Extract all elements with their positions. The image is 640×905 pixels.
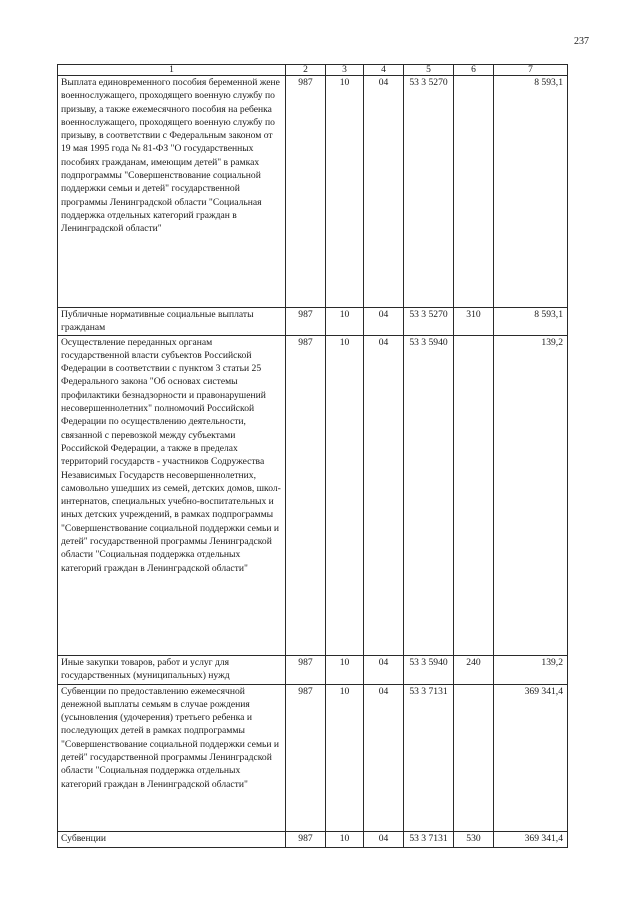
column-header: 6 [454,65,494,76]
cell-section: 10 [326,655,364,684]
table-row [58,335,568,655]
page-number: 237 [574,36,589,47]
cell-target-article: 53 3 7131 [404,684,454,831]
cell-expense-type: 310 [454,308,494,336]
cell-target-article: 53 3 5940 [404,655,454,684]
column-header: 7 [494,65,568,76]
cell-ministry-code: 987 [286,76,326,308]
table-header-row [58,65,568,76]
table-row [58,684,568,831]
row-description: Субвенции по предоставлению ежемесячной денежной выплаты семьям в случае рождения (усыновления (удочерения) третьего ребенка и последующих детей в рамках подпрограммы "Совершенствование социальной поддержки семьи и детей" государственной программы Ленинградской области "Социальная поддержка отдельных категорий граждан в Ленинградской области" [58,684,286,831]
budget-table [57,64,568,848]
cell-subsection: 04 [364,831,404,847]
cell-expense-type [454,335,494,655]
cell-ministry-code: 987 [286,684,326,831]
cell-ministry-code: 987 [286,335,326,655]
cell-amount: 139,2 [494,655,568,684]
cell-amount: 369 341,4 [494,684,568,831]
cell-ministry-code: 987 [286,308,326,336]
cell-target-article: 53 3 5270 [404,76,454,308]
cell-subsection: 04 [364,308,404,336]
table-row [58,76,568,308]
cell-expense-type: 530 [454,831,494,847]
cell-section: 10 [326,335,364,655]
cell-ministry-code: 987 [286,655,326,684]
table-row [58,308,568,336]
cell-expense-type [454,684,494,831]
column-header: 3 [326,65,364,76]
cell-subsection: 04 [364,76,404,308]
column-header: 4 [364,65,404,76]
cell-subsection: 04 [364,684,404,831]
cell-target-article: 53 3 5940 [404,335,454,655]
cell-section: 10 [326,831,364,847]
table-row [58,655,568,684]
cell-amount: 369 341,4 [494,831,568,847]
cell-subsection: 04 [364,655,404,684]
column-header: 2 [286,65,326,76]
row-description: Публичные нормативные социальные выплаты гражданам [58,308,286,336]
cell-subsection: 04 [364,335,404,655]
cell-amount: 8 593,1 [494,308,568,336]
cell-section: 10 [326,76,364,308]
cell-target-article: 53 3 5270 [404,308,454,336]
row-description: Иные закупки товаров, работ и услуг для государственных (муниципальных) нужд [58,655,286,684]
table-row [58,831,568,847]
row-description: Осуществление переданных органам государственной власти субъектов Российской Федерации в соответствии с пунктом 3 статьи 25 Федерального закона "Об основах системы профилактики безнадзорности и правонарушений несовершеннолетних" полномочий Российской Федерации по осуществлению деятельности, связанной с перевозкой между субъектами Российской Федерации, а также в пределах территорий государств - участников Содружества Независимых Государств несовершеннолетних, самовольно ушедших из семей, детских домов, школ-интернатов, специальных учебно-воспитательных и иных детских учреждений, в рамках подпрограммы "Совершенствование социальной поддержки семьи и детей" государственной программы Ленинградской области "Социальная поддержка отдельных категорий граждан в Ленинградской области" [58,335,286,655]
cell-target-article: 53 3 7131 [404,831,454,847]
cell-amount: 8 593,1 [494,76,568,308]
cell-amount: 139,2 [494,335,568,655]
cell-ministry-code: 987 [286,831,326,847]
column-header: 1 [58,65,286,76]
row-description: Субвенции [58,831,286,847]
row-description: Выплата единовременного пособия беременной жене военнослужащего, проходящего военную службу по призыву, а также ежемесячного пособия на ребенка военнослужащего, проходящего военную службу по призыву, в соответствии с Федеральным законом от 19 мая 1995 года № 81-ФЗ "О государственных пособиях гражданам, имеющим детей" в рамках подпрограммы "Совершенствование социальной поддержки семьи и детей" государственной программы Ленинградской области "Социальная поддержка отдельных категорий граждан в Ленинградской области" [58,76,286,308]
cell-section: 10 [326,684,364,831]
cell-expense-type: 240 [454,655,494,684]
cell-expense-type [454,76,494,308]
cell-section: 10 [326,308,364,336]
column-header: 5 [404,65,454,76]
